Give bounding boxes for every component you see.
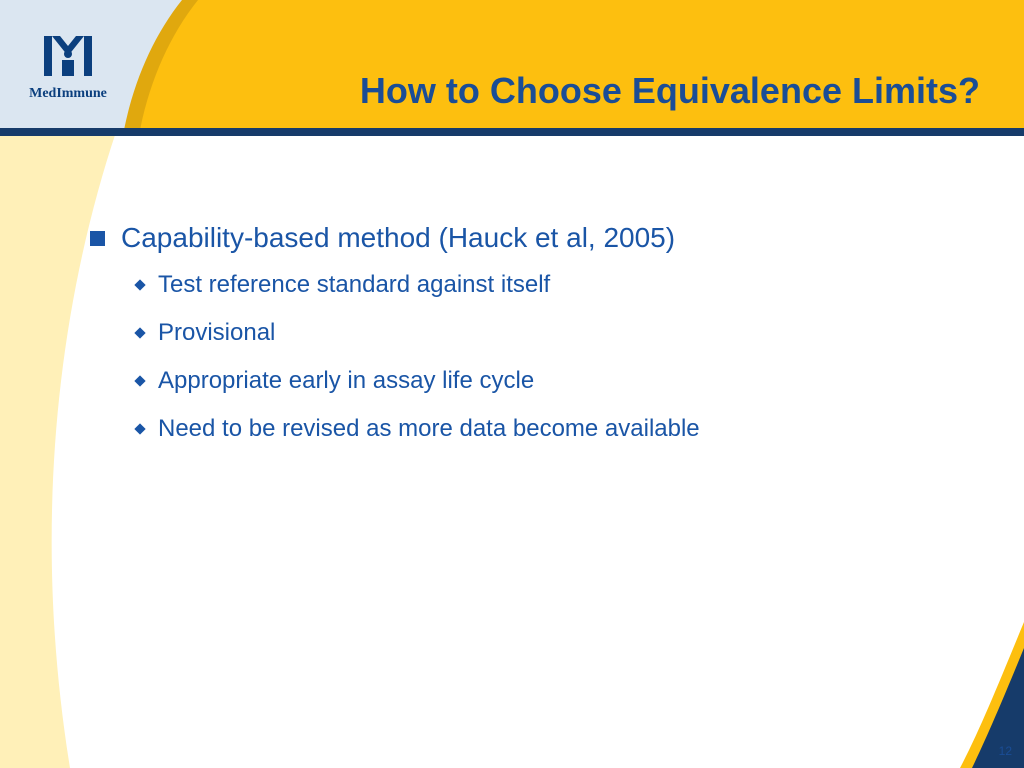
page-number: 12: [998, 744, 1012, 758]
slide-title: How to Choose Equivalence Limits?: [359, 70, 980, 111]
diamond-bullet-icon: [134, 423, 145, 434]
brand-name: MedImmune: [29, 86, 107, 101]
sub-bullet-text: Appropriate early in assay life cycle: [158, 367, 535, 394]
sub-bullet-item: [136, 315, 970, 351]
diamond-bullet-icon: [134, 327, 145, 338]
sub-bullet-item: [136, 411, 970, 447]
sub-bullet-text: Test reference standard against itself: [158, 271, 551, 298]
diamond-bullet-icon: [134, 375, 145, 386]
sub-bullet-item: [136, 267, 970, 303]
diamond-bullet-icon: [134, 279, 145, 290]
brand-logo: [18, 34, 118, 114]
sub-bullet-text: Need to be revised as more data become available: [158, 415, 700, 442]
header-divider: [0, 128, 1024, 136]
medimmune-logo-icon: [44, 34, 92, 78]
square-bullet-icon: [90, 231, 105, 246]
sub-bullet-text: Provisional: [158, 319, 276, 346]
bullet-text: Capability-based method (Hauck et al, 2005): [121, 222, 676, 253]
sub-bullet-list: [136, 267, 970, 447]
slide-content: [90, 220, 970, 459]
sub-bullet-item: [136, 363, 970, 399]
bullet-level1: [90, 220, 970, 256]
